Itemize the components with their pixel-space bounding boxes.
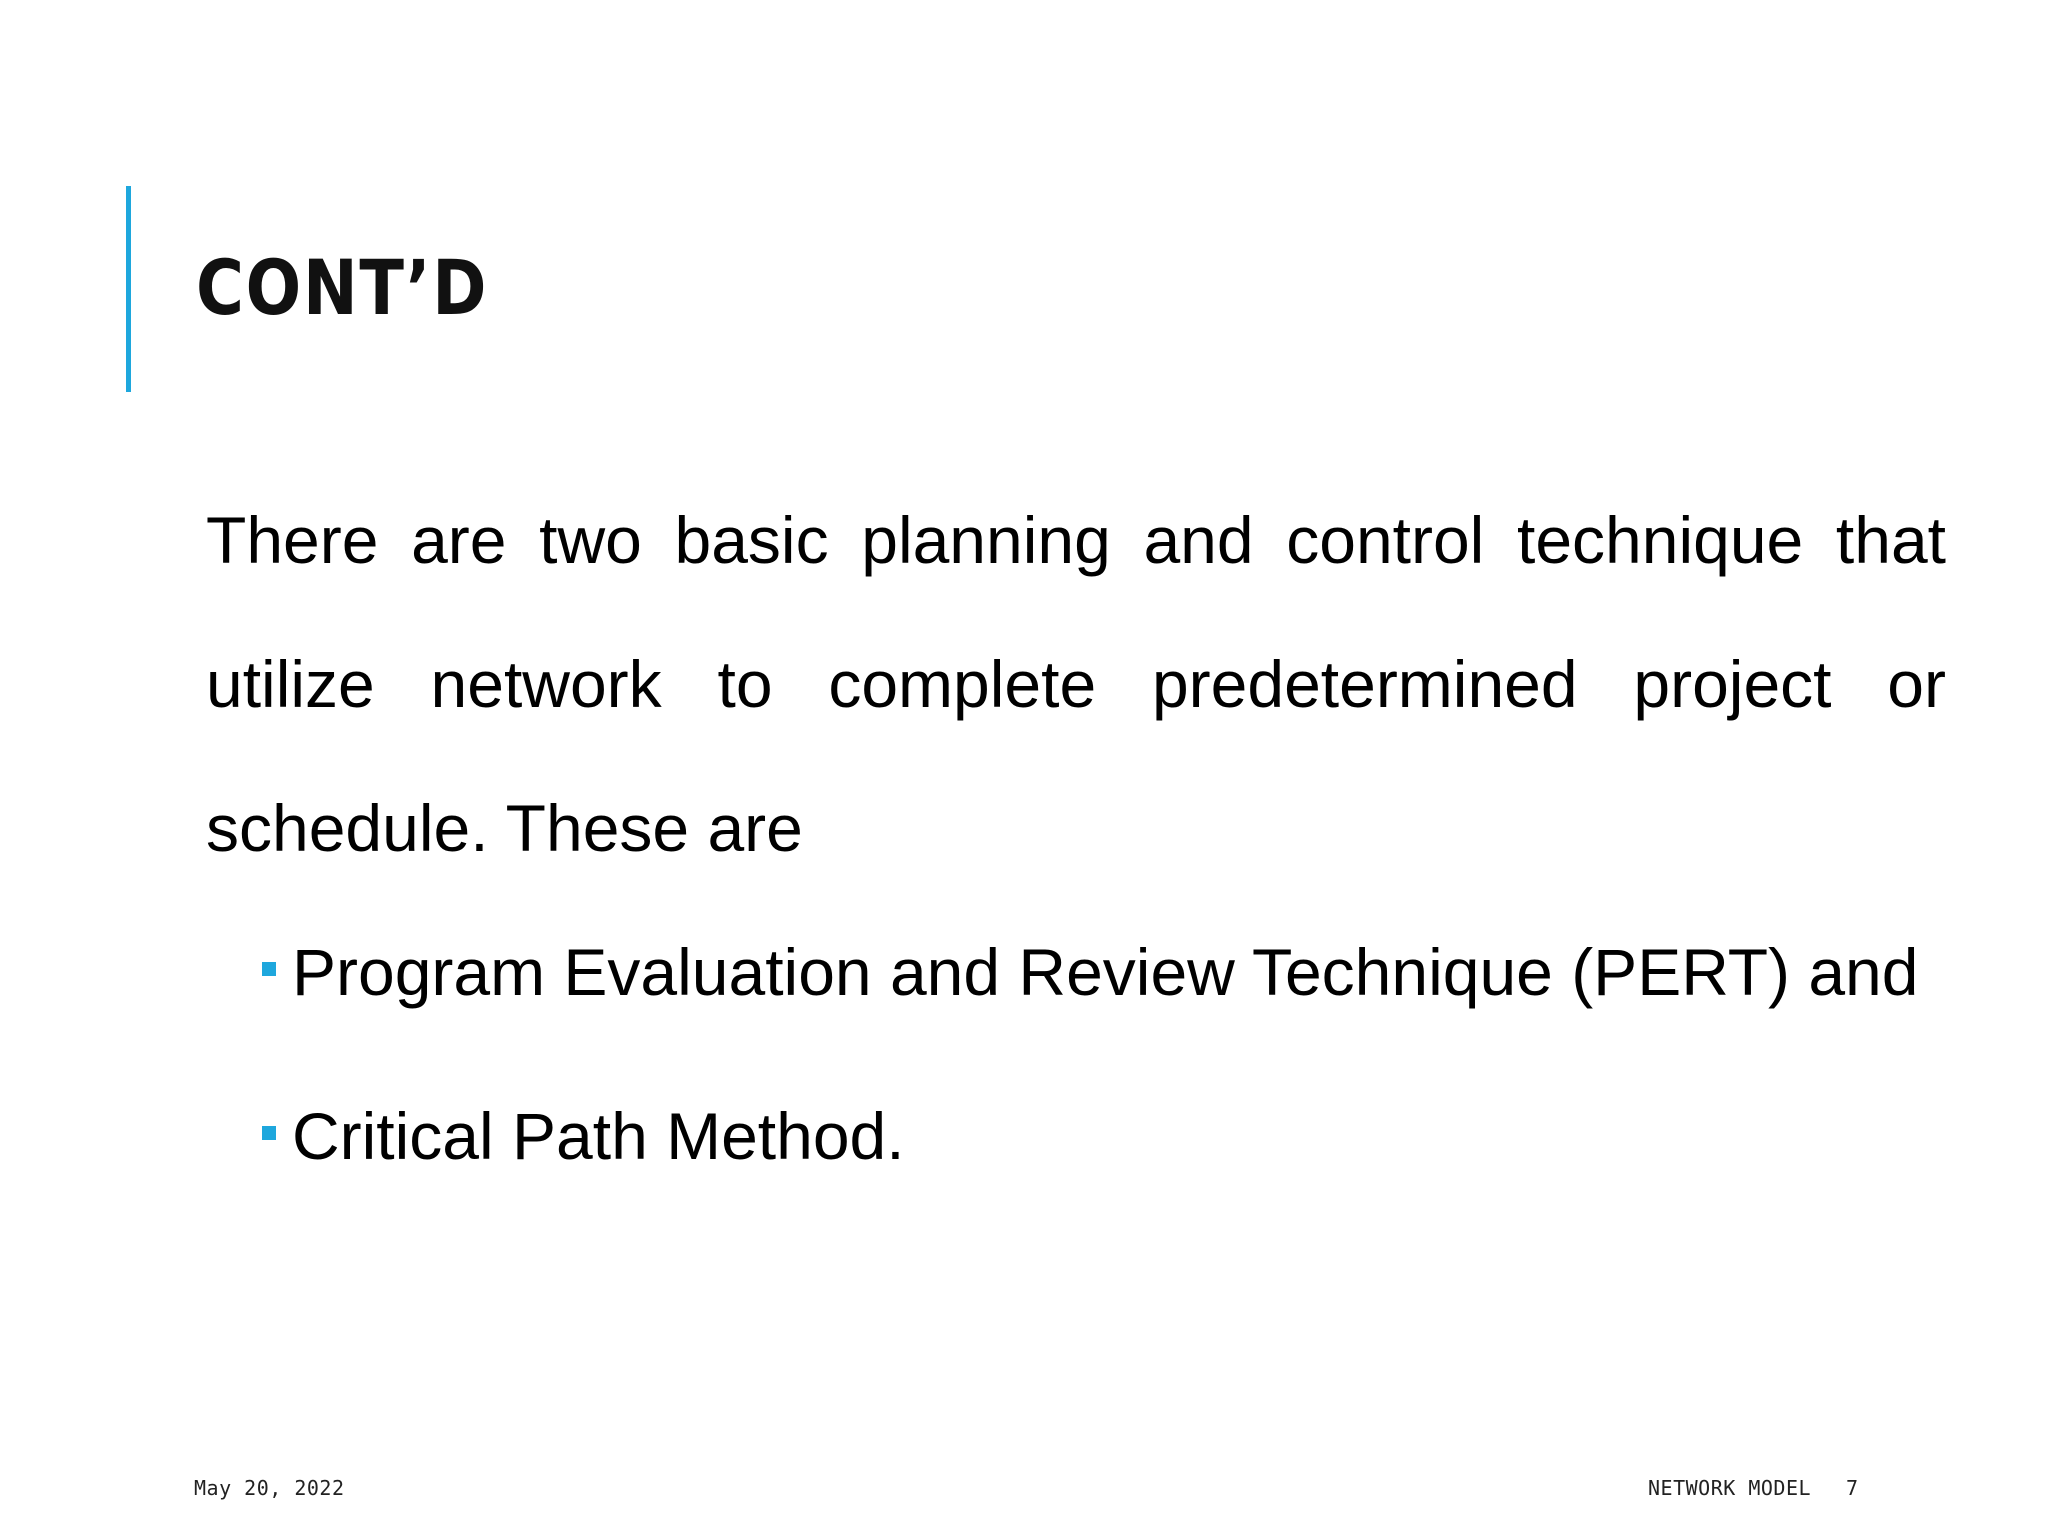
- bullet-item-cpm: [286, 1064, 1946, 1208]
- bullet-list: [206, 900, 1946, 1208]
- footer-title: NETWORK MODEL: [1648, 1476, 1812, 1500]
- bullet-item-pert: [286, 900, 1946, 1044]
- slide-title: CONT’D: [196, 243, 489, 332]
- slide-body: [206, 468, 1946, 1208]
- intro-paragraph: There are two basic planning and control technique that utilize network to complete predetermined project or schedule. These are: [206, 503, 1946, 865]
- title-accent-bar: [126, 186, 131, 392]
- square-bullet-icon: [262, 1126, 276, 1140]
- square-bullet-icon: [262, 962, 276, 976]
- page-number: 7: [1846, 1476, 1859, 1500]
- bullet-text: Critical Path Method.: [292, 1099, 905, 1173]
- bullet-text: Program Evaluation and Review Technique (PERT) and: [292, 935, 1919, 1009]
- footer-date: May 20, 2022: [194, 1476, 345, 1500]
